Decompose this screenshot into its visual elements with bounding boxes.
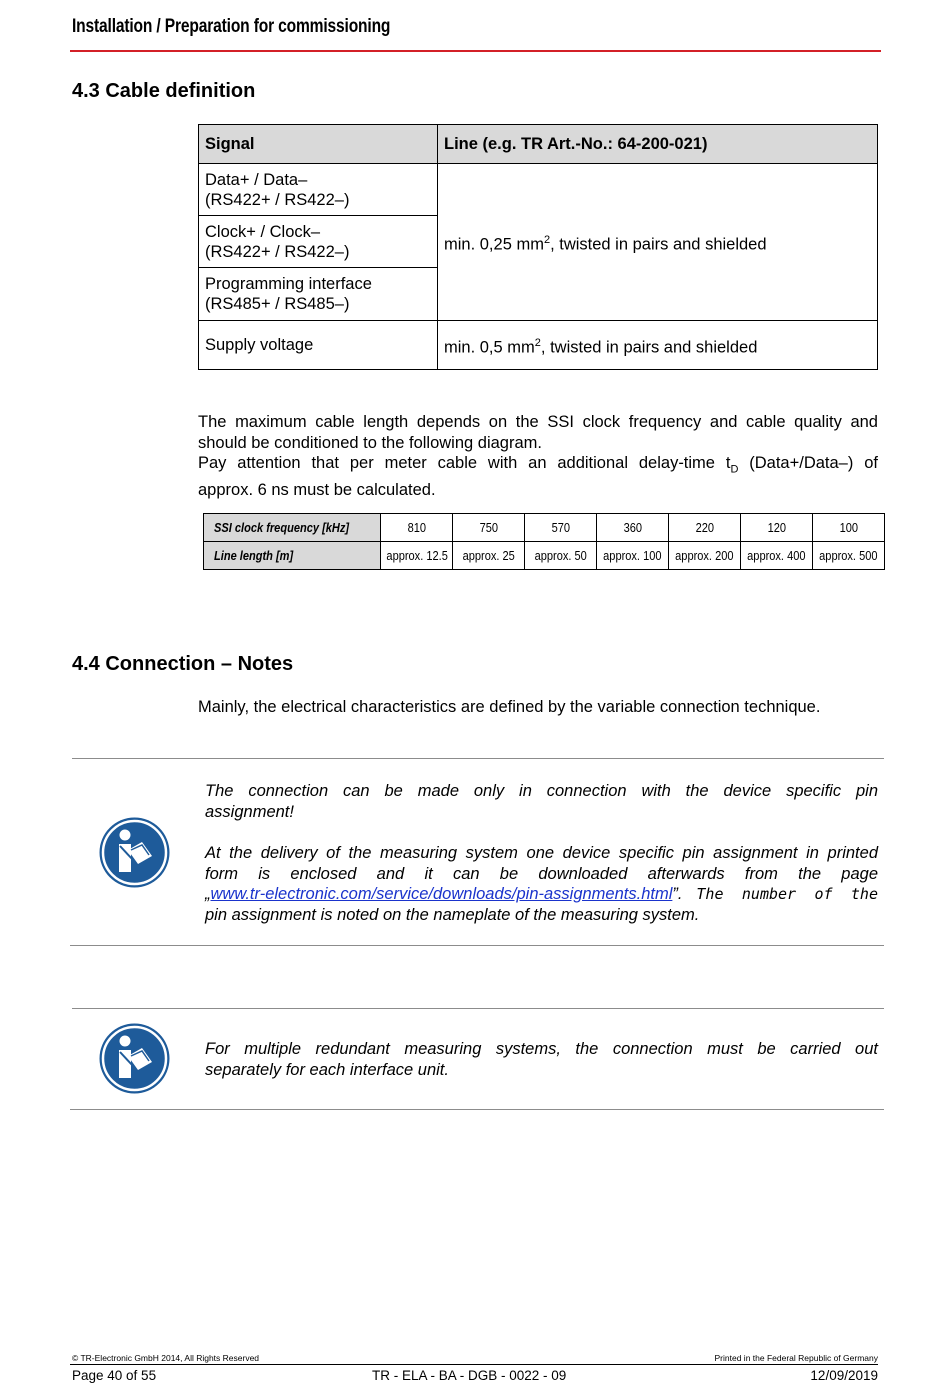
signal-type: (RS485+ / RS485–) [205, 295, 350, 313]
cable-definition-table [198, 124, 878, 370]
ssi-freq-cell [597, 514, 669, 542]
table-row [199, 164, 878, 216]
table-cell-signal [199, 164, 438, 216]
spacer [205, 822, 878, 843]
text-line: The connection can be made only in connection with the device specific pin [205, 782, 878, 800]
pin-assignments-link[interactable]: www.tr-electronic.com/service/downloads/pin-assignments.html [210, 885, 673, 903]
table-cell-signal [199, 216, 438, 268]
footer-divider [70, 1364, 878, 1365]
section-heading-cable-definition: 4.3 Cable definition [72, 80, 256, 102]
table-header-row [199, 125, 878, 164]
cell-value: 360 [623, 520, 642, 535]
footer-copyright: © TR-Electronic GmbH 2014, All Rights Reserved [72, 1353, 260, 1363]
quote-close: ”. [672, 885, 697, 903]
ssi-freq-cell [525, 514, 597, 542]
superscript: 2 [534, 336, 541, 349]
footer-page-number: Page 40 of 55 [72, 1368, 157, 1383]
note-divider [72, 1008, 884, 1009]
cell-value: approx. 500 [819, 548, 878, 563]
table-row [199, 321, 878, 370]
text-line: pin assignment is noted on the nameplate of the measuring system. [205, 905, 700, 924]
ssi-label-length [204, 542, 381, 570]
text-line [198, 453, 878, 480]
table-header-signal: Signal [199, 125, 438, 164]
subscript: D [730, 463, 739, 476]
text-fragment: Pay attention that per meter cable with an additional delay-time t [198, 454, 731, 472]
cell-value: 100 [839, 520, 858, 535]
table-header-line: Line (e.g. TR Art.-No.: 64-200-021) [438, 125, 878, 164]
text-line: assignment! [205, 802, 294, 821]
cell-value: approx. 50 [534, 548, 587, 563]
line-spec-text: min. 0,25 mm [444, 235, 544, 254]
text-line: separately for each interface unit. [205, 1060, 449, 1079]
note-divider [72, 758, 884, 759]
text-fragment: The number of the [696, 885, 878, 903]
cell-value: approx. 25 [462, 548, 515, 563]
text-line: The maximum cable length depends on the SSI clock frequency and cable quality and [198, 413, 878, 431]
table-cell-line-spec [438, 321, 878, 370]
read-manual-icon [98, 1022, 171, 1095]
signal-type: (RS422+ / RS422–) [205, 190, 350, 209]
cell-value: approx. 200 [675, 548, 734, 563]
text-fragment: (Data+/Data–) of [738, 454, 878, 472]
footer-date: 12/09/2019 [810, 1368, 878, 1383]
table-row-frequency [204, 514, 885, 542]
read-manual-icon [98, 816, 171, 889]
ssi-len-cell [669, 542, 741, 570]
superscript: 2 [543, 233, 551, 246]
ssi-len-cell [381, 542, 453, 570]
cell-value: approx. 12.5 [386, 548, 448, 563]
note-divider [70, 1109, 884, 1110]
cell-value: 570 [551, 520, 570, 535]
signal-type: (RS422+ / RS422–) [205, 242, 350, 261]
ssi-len-cell [813, 542, 885, 570]
connection-intro-text: Mainly, the electrical characteristics are defined by the variable connection technique. [198, 698, 821, 716]
table-cell-line-spec [438, 164, 878, 321]
section-heading-connection-notes: 4.4 Connection – Notes [72, 653, 294, 675]
ssi-freq-cell [741, 514, 813, 542]
page-header-title: Installation / Preparation for commissioning [72, 16, 391, 37]
ssi-len-cell [453, 542, 525, 570]
line-spec-text: , twisted in pairs and shielded [540, 338, 758, 357]
ssi-freq-cell [813, 514, 885, 542]
ssi-freq-cell [453, 514, 525, 542]
quote-open: „ [205, 885, 211, 903]
cell-value: 750 [479, 520, 498, 535]
table-cell-signal: Supply voltage [199, 321, 438, 370]
label-text: SSI clock frequency [kHz] [214, 520, 350, 535]
text-line: should be conditioned to the following diagram. [198, 433, 542, 452]
signal-name: Clock+ / Clock– [205, 222, 321, 241]
ssi-len-cell [741, 542, 813, 570]
ssi-freq-cell [381, 514, 453, 542]
line-spec-text: min. 0,5 mm [444, 338, 535, 357]
footer-document-number: TR - ELA - BA - DGB - 0022 - 09 [372, 1368, 567, 1383]
ssi-len-cell [525, 542, 597, 570]
cell-value: approx. 100 [603, 548, 662, 563]
text-line: For multiple redundant measuring systems, the connection must be carried out [205, 1040, 878, 1058]
text-line: form is enclosed and it can be downloaded afterwards from the page [205, 864, 878, 883]
ssi-len-cell [597, 542, 669, 570]
signal-name: Data+ / Data– [205, 170, 308, 189]
text-line [205, 884, 878, 905]
text-line: At the delivery of the measuring system one device specific pin assignment in printed [205, 844, 878, 862]
label-text: Line length [m] [214, 548, 294, 563]
cell-value: approx. 400 [747, 548, 806, 563]
text-line: approx. 6 ns must be calculated. [198, 480, 436, 499]
cell-value: 120 [767, 520, 786, 535]
cable-length-paragraph [198, 412, 878, 500]
ssi-frequency-table [203, 513, 885, 570]
redundant-systems-note [205, 1039, 878, 1080]
table-row-length [204, 542, 885, 570]
footer-printed: Printed in the Federal Republic of Germany [714, 1353, 878, 1363]
note-divider [70, 945, 884, 946]
pin-assignment-note [205, 781, 878, 925]
ssi-freq-cell [669, 514, 741, 542]
cell-value: 810 [407, 520, 426, 535]
table-cell-signal [199, 268, 438, 321]
signal-name: Programming interface [205, 275, 372, 293]
line-spec-text: , twisted in pairs and shielded [550, 235, 767, 254]
ssi-label-frequency [204, 514, 381, 542]
header-divider [70, 50, 881, 52]
cell-value: 220 [695, 520, 714, 535]
